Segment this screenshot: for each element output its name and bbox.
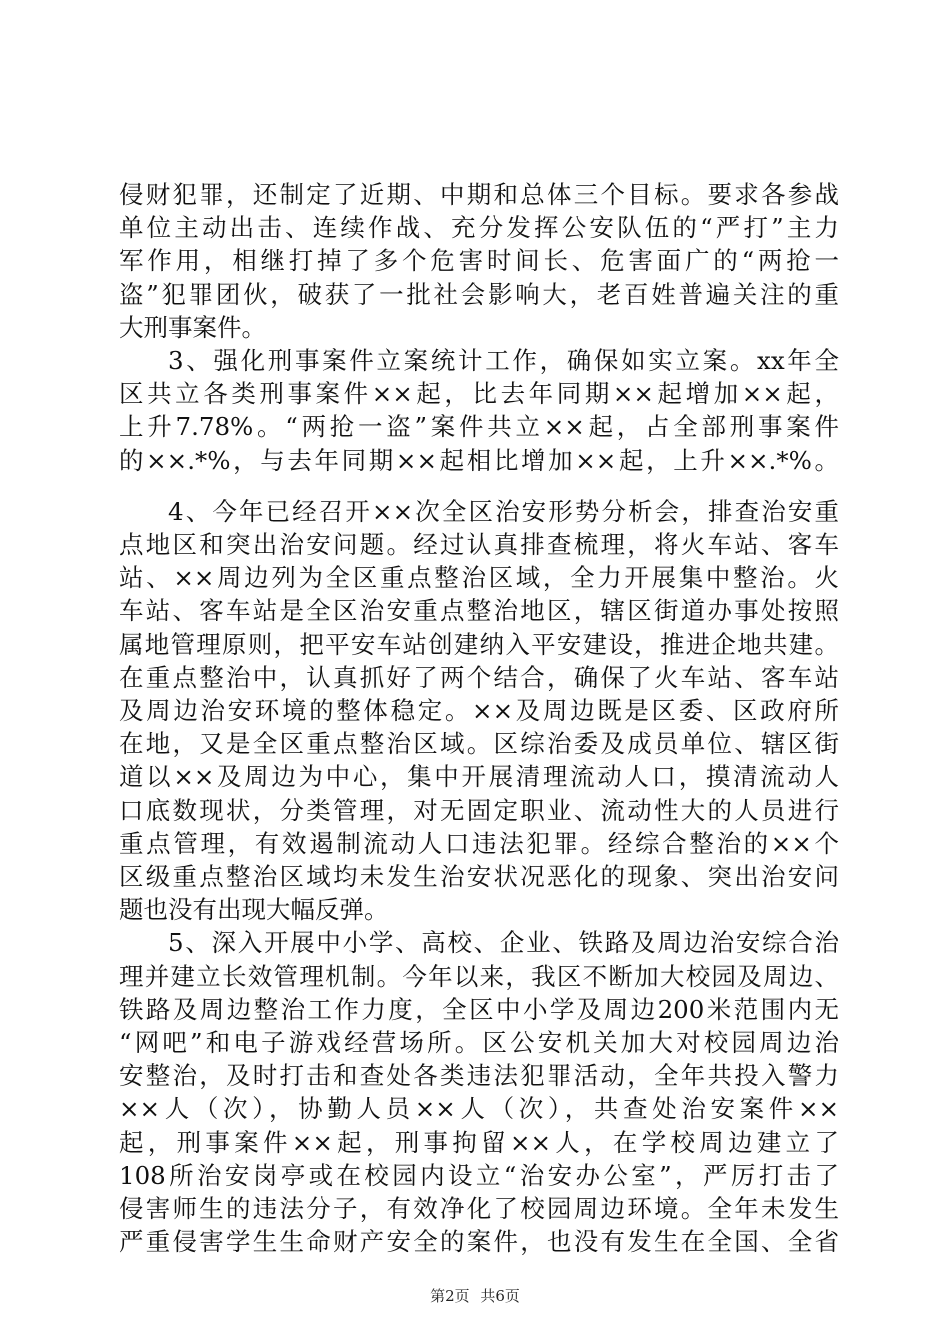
body-line: 单位主动出击、连续作战、充分发挥公安队伍的“严打”主力 <box>119 213 839 243</box>
body-line: 上升7.78%。“两抢一盗”案件共立××起，占全部刑事案件 <box>119 412 839 442</box>
body-line: 的××.*%，与去年同期××起相比增加××起，上升××.*%。 <box>119 445 839 475</box>
page-total: 共6页 <box>480 1287 520 1306</box>
body-line: 口底数现状，分类管理，对无固定职业、流动性大的人员进行 <box>119 795 839 825</box>
body-line: 侵害师生的违法分子，有效净化了校园周边环境。全年未发生 <box>119 1194 839 1223</box>
body-line: 108所治安岗亭或在校园内设立“治安办公室”，严厉打击了 <box>119 1160 839 1190</box>
body-line: 及周边治安环境的整体稳定。××及周边既是区委、区政府所 <box>119 696 839 725</box>
body-line: 安整治，及时打击和查处各类违法犯罪活动，全年共投入警力 <box>119 1061 839 1091</box>
body-line: 军作用，相继打掉了多个危害时间长、危害面广的“两抢一 <box>119 246 839 276</box>
body-line: 在地，又是全区重点整治区域。区综治委及成员单位、辖区街 <box>119 729 839 759</box>
body-line: 点地区和突出治安问题。经过认真排查梳理，将火车站、客车 <box>119 530 839 559</box>
body-line: 车站、客车站是全区治安重点整治地区，辖区街道办事处按照 <box>119 596 839 626</box>
body-line: “网吧”和电子游戏经营场所。区公安机关加大对校园周边治 <box>119 1028 839 1057</box>
body-line: 重点管理，有效遏制流动人口违法犯罪。经综合整治的××个 <box>119 828 839 858</box>
page-footer <box>0 1286 950 1306</box>
body-line: 盗”犯罪团伙，破获了一批社会影响大，老百姓普遍关注的重 <box>119 279 839 309</box>
paragraph-4-first-line: 4、今年已经召开××次全区治安形势分析会，排查治安重 <box>168 496 839 526</box>
paragraph-5-first-line: 5、深入开展中小学、高校、企业、铁路及周边治安综合治 <box>168 928 839 958</box>
body-line: 铁路及周边整治工作力度，全区中小学及周边200米范围内无 <box>119 994 839 1024</box>
paragraph-3-first-line: 3、强化刑事案件立案统计工作，确保如实立案。xx年全 <box>168 346 839 375</box>
body-line: 区共立各类刑事案件××起，比去年同期××起增加××起， <box>119 379 839 409</box>
body-line: 起，刑事案件××起，刑事拘留××人，在学校周边建立了 <box>119 1127 839 1157</box>
body-line: ××人（次），协勤人员××人（次），共查处治安案件×× <box>119 1094 839 1124</box>
body-line: 道以××及周边为中心，集中开展清理流动人口，摸清流动人 <box>119 762 839 792</box>
page-number: 第2页 <box>430 1287 470 1306</box>
body-line: 严重侵害学生生命财产安全的案件，也没有发生在全国、全省 <box>119 1227 839 1257</box>
body-line: 站、××周边列为全区重点整治区域，全力开展集中整治。火 <box>119 563 839 593</box>
body-line: 理并建立长效管理机制。今年以来，我区不断加大校园及周边、 <box>119 961 839 991</box>
body-line: 区级重点整治区域均未发生治安状况恶化的现象、突出治安问 <box>119 862 839 891</box>
body-line: 题也没有出现大幅反弹。 <box>119 895 389 925</box>
body-line: 大刑事案件。 <box>119 312 266 342</box>
body-line: 在重点整治中，认真抓好了两个结合，确保了火车站、客车站 <box>119 662 839 692</box>
body-line: 侵财犯罪，还制定了近期、中期和总体三个目标。要求各参战 <box>119 180 839 209</box>
body-line: 属地管理原则，把平安车站创建纳入平安建设，推进企地共建。 <box>119 629 839 659</box>
